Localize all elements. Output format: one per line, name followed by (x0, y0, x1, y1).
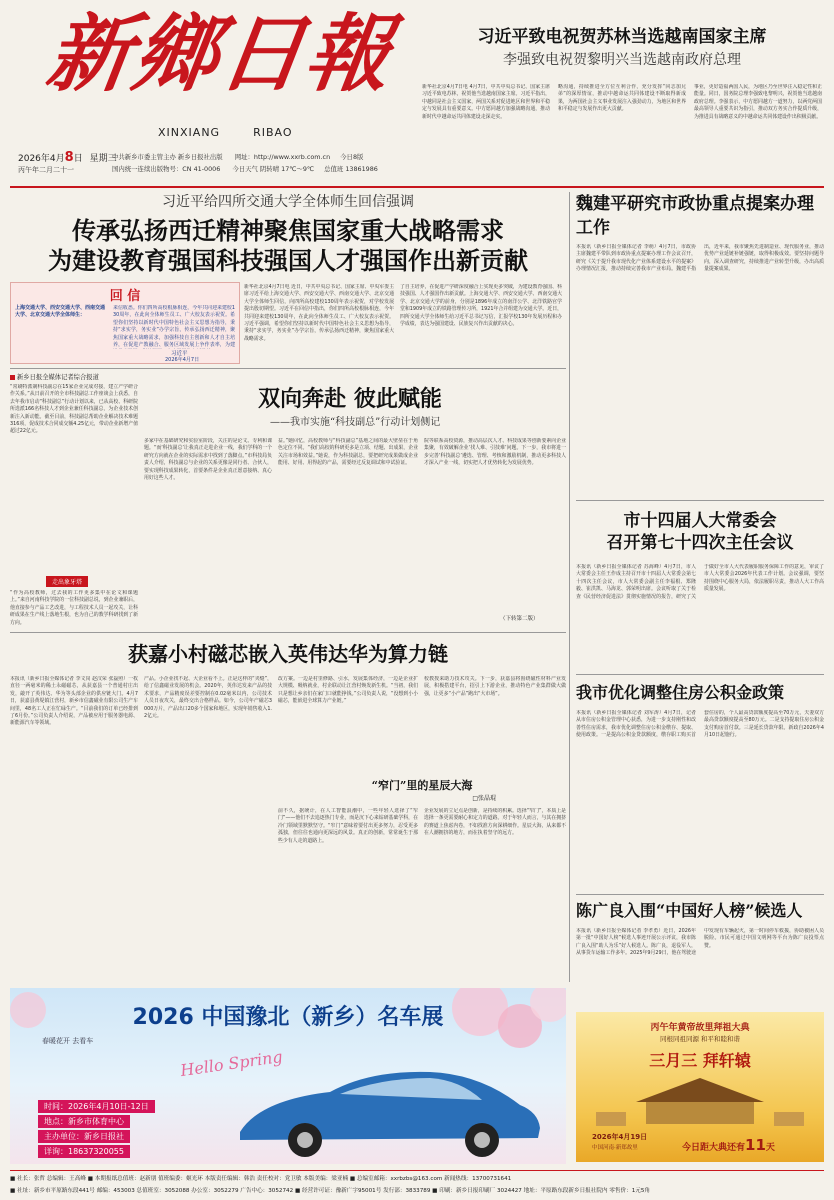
auto-show-script: Hello Spring (179, 1046, 284, 1081)
tech-story-col-2: 多家中在基础研究和实验室阶段，关注的是论文、专利和课题。“而‘科技副总’让我真正走进企业一线，我们学科的一个研究方向就在企业的实际需求中找到了落脚点。”市科技局负责人介绍，科技副总与企业的关系更像是同行者、合伙人，要实现科技成果转化，首要条件是企业真正愿意接纳、真心用好这些人才。 (144, 438, 272, 482)
session-story-body: 本报讯（新乡日报全媒体记者 苏海峰）4月7日，市人大常委会主任王作成主持召开市十四届人大常委会第七十四次主任会议，市人大常委会副主任李福根、郑隆毅、崔洪凯、马海龙、郭荣明出席。会议听取了关于检查《民营经济促进法》贯彻实施情况的报告，研究了关于做好全市人大代表履职服务保障工作的意见，审议了市人大常委会2026年代表工作计划。会议强调，要坚持围绕中心服务大局，依法履职尽责，推动人大工作高质量发展。 (576, 564, 824, 600)
sidebar-rule-2 (576, 674, 824, 675)
tech-story-col-1: “常刷特派制科技副总在15家企业完成对接，建立产学研合作关系。”从日前召开的全市科技副总工作座谈会上获悉，自去年我市启动“科技副总”行动计划以来，已从高校、科研院所选派166名科技人才到企业兼任科技副总，为企业技术创新注入新动能。截至目前，科技副总帮助企业解决技术难题316项，促成技术合同成交额4.25亿元，带动企业新增产值超过22亿元。 (10, 384, 138, 435)
sidebar (576, 192, 824, 982)
logo-pinyin-2: RIBAO (253, 126, 293, 139)
magnet-story-col-3: 改方案。一边是村里修路、引水，发展集体经济，一边是企业扩大规模、吸纳就业，村企联动让江营村焕发新生机。“当初，我们只是想让乡亲们在家门口就能挣钱。”公司负责人说，“没想到小小磁芯，能嵌进全球算力产业链。” (278, 676, 418, 705)
tech-story-turn-label: 走出象牙塔 (46, 576, 88, 587)
session-story-title-2: 召开第七十四次主任会议 (606, 533, 794, 553)
auto-show-place: 地点：新乡市体育中心 (38, 1115, 130, 1128)
reply-letter-sign: 习近平 (171, 351, 188, 357)
main-story-title-1: 传承弘扬西迁精神聚焦国家重大战略需求 (72, 216, 504, 245)
essay (278, 778, 566, 984)
main-story-kicker: 习近平给四所交通大学全体师生回信强调 (162, 194, 414, 210)
festival-main: 三月三 拜轩辕 (649, 1051, 751, 1070)
wei-story-title: 魏建平研究市政协重点提案办理工作 (576, 194, 814, 238)
column-divider (569, 192, 570, 982)
wei-story-body: 本报讯（新乡日报全媒体记者 李萌）4月7日，市政协主席魏建平带队到市政协重点提案办理工作会议召开，研究《关于提升我市现代化产业体系建设水平的提案》办理情况汇报，推动持续完善我市产业布局。魏建平指出，近年来，我市聚焦先进制造业、现代服务业，推动优势产业延链补链强链，取得积极成效。要坚持问题导向，深入调查研究，持续推进产业转型升级，办出高质量提案成果。 (576, 244, 824, 273)
chen-story-title: 陈广良入围“中国好人榜”候选人 (576, 901, 803, 920)
section-rule-2 (10, 632, 566, 633)
festival-date: 2026年4月19日 (592, 1133, 648, 1141)
reply-letter-box (10, 282, 240, 364)
footer-rule (10, 1170, 824, 1171)
top-story-col-1: 新华社北京4月7日电 4月7日，中共中央总书记、国家主席习近平致电苏林，祝贺他当选越南国家主席。习近平指出，中越同是社会主义国家，两国关系对促进地区和世界和平稳定与发展具有重要意义。中方愿同越方加强战略沟通，推动新时代中越命运共同体建设走深走实。 (422, 84, 550, 120)
top-story-title: 习近平致电祝贺苏林当选越南国家主席 (477, 27, 767, 47)
tech-story-title: 双向奔赴 彼此赋能 (258, 386, 442, 412)
festival-countdown-days: 11 (745, 1136, 766, 1154)
issue-date-day: 8 (64, 150, 74, 165)
publication-info: 国内统一连续出版物号：CN 41-0006 今日天气 阴转晴 17℃～9℃ 总值班 13861986 (112, 165, 378, 173)
section-marker-icon (10, 375, 15, 380)
section-rule-1 (10, 368, 566, 369)
festival-ad[interactable] (576, 1012, 824, 1162)
magnet-story-col-4: 校教授来助力技术攻关。下一步，获嘉县将围绕磁性材料产业发展，积极搭建平台，招引上下游企业，推动特色产业集群做大做强，让更多“小产品”跑出“大市场”。 (424, 676, 566, 697)
sidebar-rule-1 (576, 500, 824, 501)
logo-pinyin-1: XINXIANG (158, 126, 221, 139)
auto-show-ad[interactable] (10, 988, 566, 1164)
tech-story-jump[interactable]: （下转第二版） (500, 616, 539, 622)
top-story-col-3: 事业，更好造福两国人民，为地区乃至世界注入稳定性和正能量。同日，国务院总理李强致电黎明兴，祝贺他当选越南政府总理。李强表示，中方愿同越方一道努力，以两党两国最高领导人重要共识为指引，推动双方务实合作提质升级，为推进具有战略意义的中越命运共同体建设作出积极贡献。 (694, 84, 822, 120)
top-story-subtitle: 李强致电祝贺黎明兴当选越南政府总理 (503, 52, 741, 68)
newspaper-logo: 新鄉日報 (41, 4, 400, 103)
ancestral-temple-image (576, 1072, 824, 1132)
auto-show-tagline: 春暖花开 去看车 (42, 1037, 94, 1045)
magnet-story-title: 获嘉小村磁芯嵌入英伟达华为算力链 (128, 642, 448, 666)
sidebar-rule-3 (576, 894, 824, 895)
magnet-story-col-1: 本报讯（新乡日报全媒体记者 李文岗 赵汉荣 张磊照）一枚直径一两毫米的稀土永磁磁芯，从获嘉县一个普通村庄出发，敲开了英伟达、华为等头部企业的供应链大门。4月7日，获嘉县黄堤镇江营村，新乡市信鑫磁业有限公司生产车间里，48名工人正在忙碌生产。“目前我们的订单已经排到了6月份。”公司负责人介绍说，产品被应用于服务器电源、新能源汽车等领域。 (10, 676, 138, 727)
chen-story-body: 本报讯（新乡日报全媒体记者 李孝勇）近日，2026年第一批“中国好人榜”候选人事迹开展公示评议，我市陈广良入围“助人为乐”好人候选人。陈广良，退役军人，从事货车运输工作多年。2025年9月29日，他在驾驶途中发现有车辆起火，第一时间停车救援，协助被困人员脱险。市民可通过中国文明网等平台为陈广良投票点赞。 (576, 928, 824, 957)
main-story-title-2: 为建设教育强国科技强国人才强国作出新贡献 (48, 246, 528, 275)
tech-story-col-4: 院等联系高校资源，推动高层次人才、科技成果等创新要素向企业集聚，有效破解企业‘找人难、引技难’问题。下一步，我市将进一步完善‘科技副总’遴选、管理、考核和激励机制，推动更多科技人才深入产业一线，切实把人才优势转化为发展优势。 (424, 438, 566, 467)
publisher-info: 中共新乡市委主管主办 新乡日报社出版 网址：http://www.xxrb.com.cn 今日8版 (112, 153, 364, 161)
auto-show-title: 2026 中国豫北（新乡）名车展 (132, 1005, 444, 1030)
essay-title: “窄门”里的星辰大海 (371, 779, 473, 792)
essay-body: 前不久，据统计，在人工智能浪潮中，一些年轻人选择了“窄门”——他们不去追逐热门专业，而是沉下心来钻研基础学科，在冷门领域里默默坚守。“窄门”意味着要付出更多努力，忍受更多孤独，但往往也通向更深远的风景。真正的创新，常常诞生于那些少有人走的道路上。 (278, 808, 418, 844)
footer-line-1: ■ 社长：张哲 总编辑：王高峰 ■ 本期报纸总值班：赵新朋 值班编委：姬光环 本版责任编辑：韩浩 责任校对：党卫敏 本版美编：梁亚楠 ■ 总编室邮箱：xxrbzbs@163.com 新闻热线：13700731641 (10, 1176, 512, 1182)
lunar-date: 丙午年二月二十一 (18, 166, 74, 174)
car-image (220, 1050, 550, 1160)
reply-letter-title: 回 信 (109, 289, 141, 304)
auto-show-time: 时间：2026年4月10日-12日 (38, 1100, 155, 1113)
auto-show-phone[interactable]: 详询：18637320055 (38, 1145, 130, 1158)
housing-story-body: 本报讯（新乡日报全媒体记者 刘军涛）4月7日，记者从市住房公积金管理中心获悉，为进一步支持刚性和改善性住房需求，我市优化调整住房公积金缴存、提取、使用政策。一是提高公积金贷款额度，缴存职工购买首套住房的，个人最高贷款额度提高至70万元，夫妻双方最高贷款额度提高至80万元。二是支持提取住房公积金支付购房首付款。三是延长贷款年限。新政自2026年4月10日起施行。 (576, 710, 824, 739)
top-story (422, 26, 822, 184)
footer-line-2: ■ 社址：新乡市平原路东段441号 邮编：453003 总值班室：3052088 办公室：3052279 广告中心：3052742 ■ 经营许可证：豫新广字95001号 发行部：3833789 ■ 印刷：新乡日报印刷厂 3024427 地址：平原路东段新乡日报社院内 零售价：1元5角 (10, 1188, 651, 1194)
issue-date: 2026年4月8日 星期三 (18, 150, 117, 165)
tech-story-subtitle: ——我市实施“科技副总”行动计划侧记 (270, 417, 441, 428)
festival-line-1: 丙午年黄帝故里拜祖大典 (650, 1023, 750, 1033)
essay-body-2: 企业发展的立足点是创新，是持续的积累。选择“窄门”，本质上是选择一条更需要耐心和定力的道路。对于年轻人而言，与其在拥挤的赛道上焦虑内卷，不如找准方向深耕细作。星辰大海，从来都不在人潮拥挤的地方，而在执着坚守的远方。 (424, 808, 566, 837)
magnet-story-col-2: 产品。小企业找不起、大企业看不上。正是这样的“夹缝”，给了信鑫磁业发展的机会。2020年，英伟达发来产品的技术要求，产品精度误差要控制在0.02毫米以内，公司技术人员日夜攻关，最终交出合格样品。如今，公司年产磁芯3000万片，产品出口20多个国家和地区，实现年销售收入1.2亿元。 (144, 676, 272, 720)
essay-byline: □张晶琨 (472, 795, 496, 802)
reply-letter-date: 2026年4月7日 (165, 357, 200, 363)
main-story-col-a: 新华社北京4月7日电 近日，中共中央总书记、国家主席、中央军委主席习近平给上海交通大学、西安交通大学、西南交通大学、北京交通大学全体师生回信，向四所高校建校130周年表示祝贺，对学校发展提出殷切期望。习近平在回信中指出，你们四所高校根脉相连，今年共同迎来建校130周年，在此向全体师生员工、广大校友表示祝贺。习近平强调，希望你们坚持以新时代中国特色社会主义思想为指导，秉持“求实学，务实业”办学宗旨，传承弘扬西迁精神，聚焦国家重大战略需求。 (244, 284, 394, 342)
masthead-rule (10, 186, 824, 188)
auto-show-host: 主办单位：新乡日报社 (38, 1130, 130, 1143)
festival-sub: 中国河南·新郑故里 (592, 1145, 638, 1151)
tech-story-col-3: 益。”她回忆，高校教师与“科技副总”基地之间的最大壁垒在于角色定位不同。“我们高校的科研更多是立项、结题、出成果，企业关注市场和效益。”她说，作为科技副总，要把研究成果做成企业能用、好用、用得起的产品，需要经过反复调试和中试验证。 (278, 438, 418, 467)
reply-letter-body: 来信收悉。你们四所高校根脉相连，今年共同迎来建校130周年，在此向全体师生员工、广大校友表示祝贺。希望你们坚持以新时代中国特色社会主义思想为指导，秉持“求实学，务实业”办学宗旨，传承弘扬西迁精神，聚焦国家重大战略需求，加强科技自主创新和人才自主培养，在促进产教融合、服务区域发展上争作表率，为建 (113, 305, 235, 349)
tech-story-col-1-more: “作为高校教师，过去我的工作更多集中在论文和课题上。”来自河南科技学院的一位科技副总说，到企业兼职后，他直接参与产品工艺改进，与工程技术人员一起攻关，让科研成果在生产线上落地生根，也为自己的教学科研找到了新方向。 (10, 590, 138, 626)
reply-letter-salutation: 上海交通大学、西安交通大学、西南交通大学、北京交通大学全体师生： (15, 305, 106, 318)
main-story-col-b: 了自主培养，在促进产学研深度融合上实现更多突破，为建设教育强国、科技强国、人才强国作出新贡献。上海交通大学、西安交通大学、西南交通大学、北京交通大学的前身，分别是1896年成立的南洋公学、北洋铁路官学堂和1909年成立的铁路管理传习所，1921年合并组建为交通大学。近日，四所交通大学全体师生给习近平总书记写信，汇报学校130年发展历程和办学成绩，表达为强国建设、民族复兴作出贡献的决心。 (400, 284, 562, 328)
top-story-col-2: 略沟通，持续推进全方位互利合作，充分发挥“同志加兄弟”的深厚情谊，推动中越命运共同体建设不断取得新成果，为两国社会主义事业发展注入强劲动力，为地区和世界和平稳定与发展作出更大贡献。 (558, 84, 686, 113)
tech-story-kicker: 新乡日报全媒体记者综合报道 (10, 372, 99, 381)
festival-countdown: 今日距大典还有11天 (682, 1136, 775, 1154)
festival-line-2: 同根同祖同源 和平和睦和谐 (659, 1035, 741, 1043)
session-story-title-1: 市十四届人大常委会 (623, 511, 777, 531)
housing-story-title: 我市优化调整住房公积金政策 (576, 683, 785, 702)
